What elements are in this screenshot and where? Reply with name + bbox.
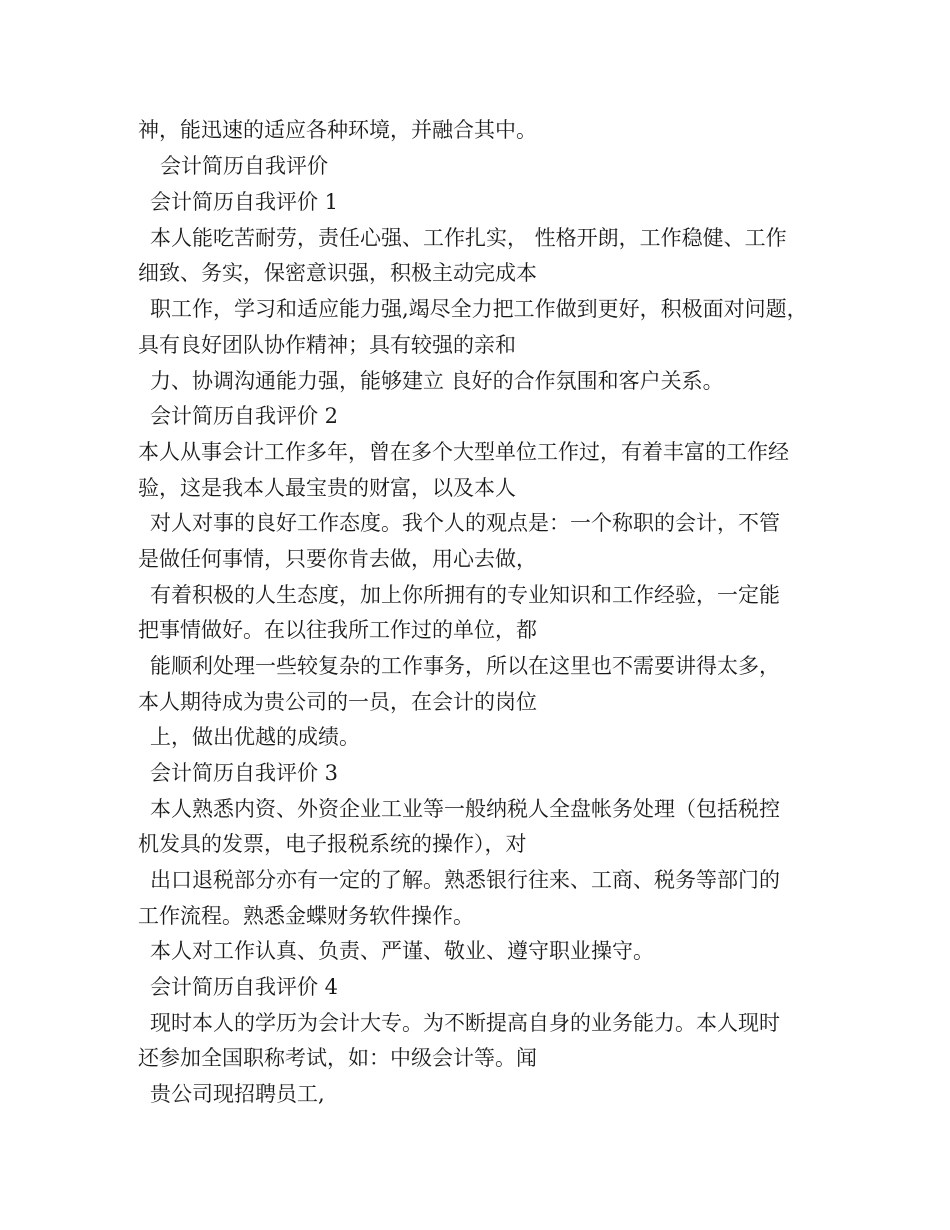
paragraph-line: 工作流程。熟悉金蝶财务软件操作。 [138,904,474,928]
paragraph-line: 能顺利处理一些较复杂的工作事务，所以在这里也不需要讲得太多， [150,654,780,678]
paragraph-line: 有着积极的人生态度，加上你所拥有的专业知识和工作经验，一定能 [150,583,780,607]
paragraph-line: 细致、务实，保密意识强，积极主动完成本 [138,261,537,285]
section-heading: 会计简历自我评价 4 [150,975,339,999]
section-heading: 会计简历自我评价 [160,154,328,178]
paragraph-line: 职工作，学习和适应能力强,竭尽全力把工作做到更好，积极面对问题， [150,297,808,321]
paragraph-line: 出口退税部分亦有一定的了解。熟悉银行往来、工商、税务等部门的 [150,868,780,892]
paragraph-line: 对人对事的良好工作态度。我个人的观点是：一个称职的会计，不管 [150,511,780,535]
paragraph-line: 力、协调沟通能力强，能够建立 良好的合作氛围和客户关系。 [150,369,724,393]
paragraph-line: 机发具的发票，电子报税系统的操作），对 [138,832,527,856]
paragraph-line: 本人对工作认真、负责、严谨、敬业、遵守职业操守。 [150,939,654,963]
paragraph-line: 本人从事会计工作多年，曾在多个大型单位工作过，有着丰富的工作经 [138,440,789,464]
section-heading: 会计简历自我评价 2 [150,404,339,428]
paragraph-line: 本人能吃苦耐劳，责任心强、工作扎实， 性格开朗，工作稳健、工作 [150,226,787,250]
paragraph-line: 验，这是我本人最宝贵的财富，以及本人 [138,476,516,500]
paragraph-line: 本人熟悉内资、外资企业工业等一般纳税人全盘帐务处理（包括税控 [150,797,780,821]
section-heading: 会计简历自我评价 3 [150,761,339,785]
paragraph-line: 把事情做好。在以往我所工作过的单位，都 [138,618,537,642]
paragraph-line: 神，能迅速的适应各种环境，并融合其中。 [138,118,537,142]
paragraph-line: 现时本人的学历为会计大专。为不断提高自身的业务能力。本人现时 [150,1011,780,1035]
paragraph-line: 本人期待成为贵公司的一员，在会计的岗位 [138,690,537,714]
paragraph-line: 还参加全国职称考试，如：中级会计等。闻 [138,1046,537,1070]
paragraph-line: 上，做出优越的成绩。 [150,725,360,749]
paragraph-line: 贵公司现招聘员工, [150,1082,325,1106]
paragraph-line: 是做任何事情，只要你肯去做，用心去做， [138,547,537,571]
paragraph-line: 具有良好团队协作精神；具有较强的亲和 [138,333,516,357]
section-heading: 会计简历自我评价 1 [150,190,339,214]
